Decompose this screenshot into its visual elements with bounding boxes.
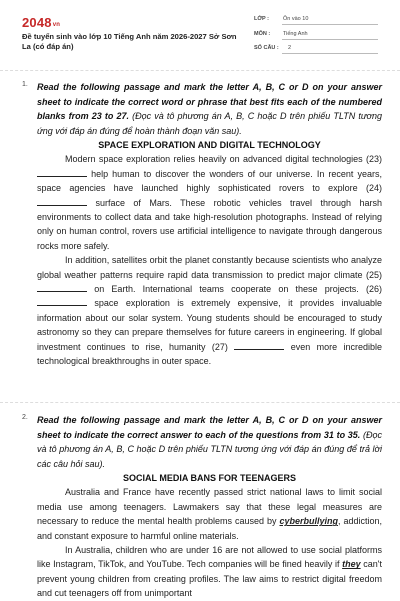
question-2 [22, 413, 382, 601]
meta-underline [282, 39, 378, 40]
instruction-vi: (Đọc và tô phương án A, B, C hoặc D trên phiếu TLTN tương ứng với đáp án đúng để trả lời các câu hỏi sau). [37, 429, 382, 469]
site-logo[interactable] [22, 15, 60, 30]
underlined-word: cyberbullying [279, 516, 338, 527]
passage-paragraph: Australia and France have recently passed strict national laws to limit social media use among teenagers. Lawmakers say that these legal measures are necessary to reduce the mental health problems caused by cyberbullying, addiction, and constant exposure to harmful online materials. [37, 487, 382, 541]
question-1 [22, 80, 382, 368]
exam-title: Đề tuyển sinh vào lớp 10 Tiếng Anh năm 2026-2027 Sở Sơn La (có đáp án) [22, 32, 237, 51]
question-number: 1. [22, 81, 28, 88]
passage-paragraph: In Australia, children who are under 16 are not allowed to use social platforms like Instagram, TikTok, and YouTube. Tech companies will be fined heavily if they can't prevent young children from creating profiles. The law aims to restrict digital freedom and cut teenagers off from unimportant [37, 545, 382, 599]
passage-title: SPACE EXPLORATION AND DIGITAL TECHNOLOGY [98, 140, 321, 151]
instruction-en: Read the following passage and mark the letter A, B, C or D on your answer sheet to indicate the correct word or phrase that best fits each of the numbered blanks from 23 to 27. [37, 82, 382, 122]
answer-blank-24 [37, 197, 87, 206]
instruction-en: Read the following passage and mark the letter A, B, C or D on your answer sheet to indicate the correct answer to each of the questions from 31 to 35. [37, 415, 382, 440]
meta-value: 2 [288, 45, 292, 51]
meta-label: LỚP : [254, 16, 269, 22]
answer-blank-27 [234, 341, 284, 350]
passage-paragraph: Modern space exploration relies heavily on advanced digital technologies (23) help human to discover the wonders of our universe. In recent years, space agencies have launched highly sophisticated rovers to explore (24) surface of Mars. These robotic vehicles travel through harsh environments to collect data and take high-resolution photographs. Instead of relying only on human control, rovers use artificial intelligence to navigate through dangerous rocks more safely. [37, 154, 382, 251]
answer-blank-26 [37, 297, 87, 306]
page-header [0, 0, 400, 66]
section-divider [0, 402, 400, 403]
answer-blank-25 [37, 283, 87, 292]
instruction-vi: (Đọc và tô phương án A, B, C hoặc D trên phiếu TLTN tương ứng với đáp án đúng để hoàn thành đoạn văn sau). [37, 111, 383, 136]
meta-label: SỐ CÂU : [254, 45, 279, 51]
logo-text: 2048 [22, 15, 52, 30]
logo-suffix: vn [52, 22, 61, 28]
passage-paragraph: In addition, satellites orbit the planet constantly because scientists who analyze global weather patterns require rapid data transmission to predict major climate (25) on Earth. International teams cooperate on these projects. (26) space exploration is extremely expensive, it provides invaluable information about our solar system. Young students should be encouraged to study astronomy so they can prepare themselves for future careers in engineering. If global investment continues to rise, humanity (27) even more incredible technological breakthroughs in outer space. [37, 255, 382, 367]
section-divider [0, 70, 400, 71]
question-number: 2. [22, 414, 28, 421]
question-instruction [37, 80, 382, 138]
answer-blank-23 [37, 168, 87, 177]
passage-title: SOCIAL MEDIA BANS FOR TEENAGERS [122, 473, 296, 484]
meta-underline [282, 53, 378, 54]
meta-underline [282, 24, 378, 25]
underlined-word: they [342, 559, 361, 570]
question-instruction [37, 413, 382, 471]
meta-label: MÔN : [254, 31, 271, 37]
meta-value: Tiếng Anh [283, 31, 308, 37]
meta-value: Ôn vào 10 [283, 16, 309, 22]
